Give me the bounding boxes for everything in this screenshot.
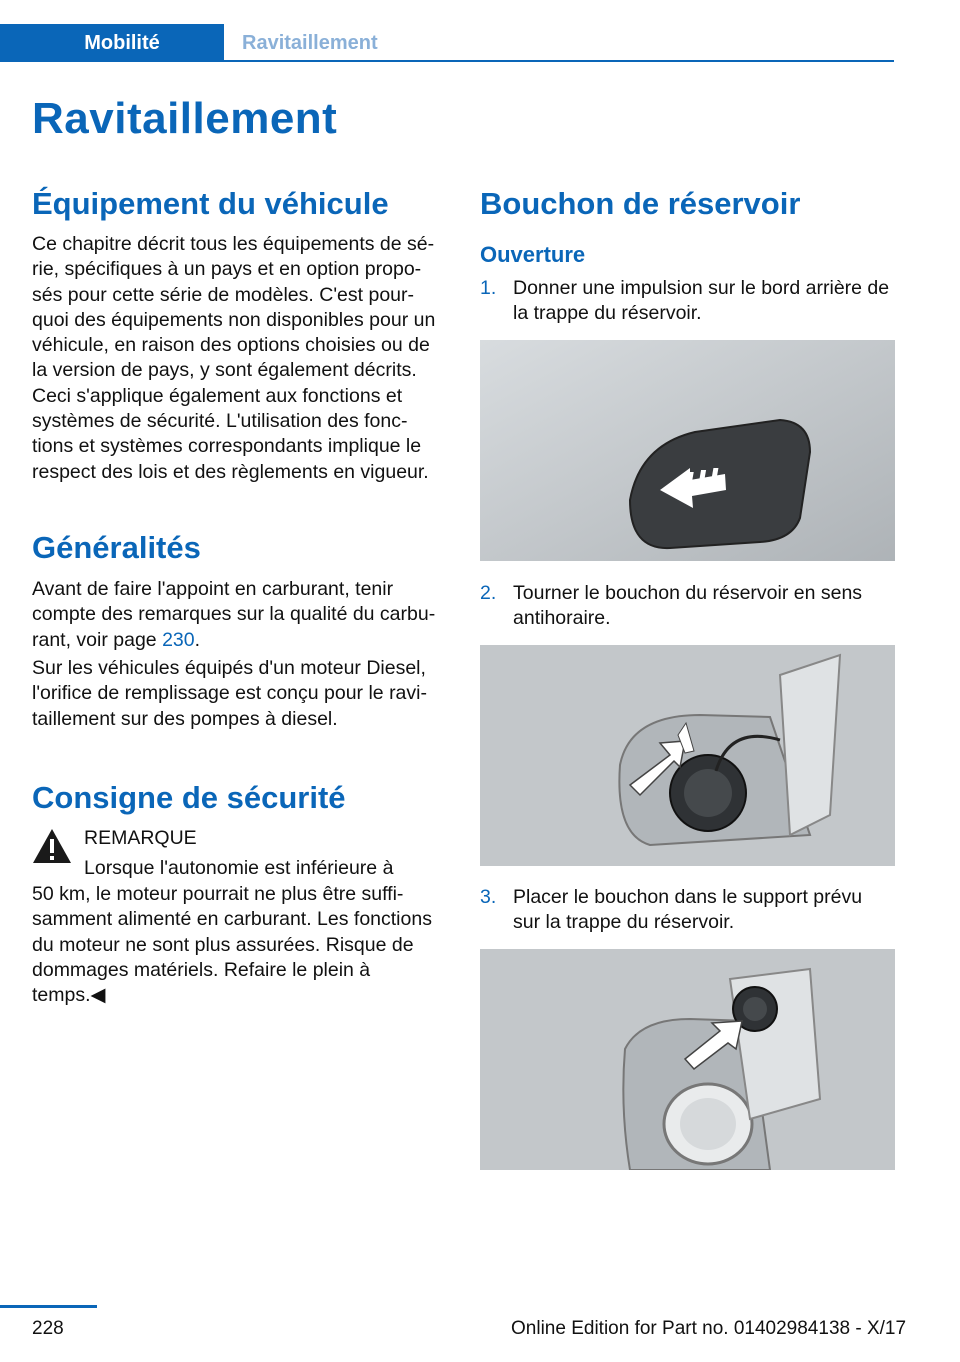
warning-line: 50 km, le moteur pourrait ne plus être suffi‐ [32,883,404,905]
step-text-line: Donner une impulsion sur le bord arrière de [513,277,890,299]
heading-bouchon-reservoir: Bouchon de réservoir [480,186,801,221]
warning-paragraph [32,882,452,1008]
fuel-flap-push-illustration [480,340,895,561]
general-line [32,628,452,653]
warning-line: du moteur ne sont plus assurées. Risque de [32,933,414,956]
warning-label: REMARQUE [84,827,197,849]
page-reference-link[interactable]: 230 [162,628,195,651]
equip-line: la version de pays, y sont également décrits. [32,359,417,382]
step-text-line: antihoraire. [513,607,611,630]
warning-triangle-icon [32,828,72,864]
fuel-cap-holder-drawing [480,949,895,1170]
step-text-line: Placer le bouchon dans le support prévu [513,886,863,908]
warning-line: dommages matériels. Refaire le plein à [32,958,371,981]
fuel-cap-turn-illustration [480,645,895,866]
general-line: compte des remarques sur la qualité du carbu‐ [32,603,436,626]
page-title: Ravitaillement [32,94,338,143]
warning-line: temps.◀ [32,984,106,1007]
heading-consigne-securite: Consigne de sécurité [32,780,346,815]
heading-ouverture: Ouverture [480,242,586,267]
step-text [513,581,898,632]
equip-line: tions et systèmes correspondants implique le [32,435,422,458]
step-number: 1. [480,277,497,299]
header-divider [0,60,894,62]
general-line-end: . [194,628,201,651]
tab-ravitaillement[interactable] [242,24,378,62]
step-item [480,885,898,937]
fuel-cap-holder-illustration [480,949,895,1170]
equip-line: Ce chapitre décrit tous les équipements de sé‐ [32,233,435,255]
fuel-flap-drawing [480,340,895,561]
general-line-text: rant, voir page [32,628,163,651]
equip-line: Ceci s'applique également aux fonctions et [32,384,403,407]
equip-line: sés pour cette série de modèles. C'est pour‐ [32,283,414,306]
step-text [513,885,898,936]
diesel-line: taillement sur des pompes à diesel. [32,707,338,730]
diesel-line: Sur les véhicules équipés d'un moteur Diesel, [32,657,426,679]
diesel-paragraph [32,656,452,732]
equip-line: respect des lois et des règlements en vigueur. [32,460,429,483]
footer-divider [0,1305,97,1308]
step-number: 2. [480,582,497,604]
tab-ravitaillement-label: Ravitaillement [242,31,378,54]
warning-line: samment alimenté en carburant. Les fonctions [32,908,432,931]
general-line: Avant de faire l'appoint en carburant, tenir [32,578,394,600]
equip-line: rie, spécifiques à un pays et en option propo‐ [32,258,422,281]
diesel-line: l'orifice de remplissage est conçu pour le ravi‐ [32,682,427,705]
step-number: 3. [480,886,497,908]
step-text-line: Tourner le bouchon du réservoir en sens [513,582,863,604]
fuel-cap-turn-drawing [480,645,895,866]
heading-equipement: Équipement du véhicule [32,186,389,221]
tab-mobilite-label: Mobilité [84,31,160,54]
heading-generalites: Généralités [32,530,201,565]
generalites-paragraph [32,577,452,653]
page-number: 228 [32,1318,64,1339]
warning-first-line: Lorsque l'autonomie est inférieure à [84,857,394,879]
equip-line: systèmes de sécurité. L'utilisation des fonc‐ [32,410,408,433]
step-item [480,276,898,328]
step-text-line: la trappe du réservoir. [513,302,702,325]
equip-line: véhicule, en raison des options choisies ou de [32,334,430,357]
edition-info: Online Edition for Part no. 01402984138 - X/17 [511,1318,907,1339]
equipement-paragraph [32,232,452,485]
step-text-line: sur la trappe du réservoir. [513,911,735,934]
equip-line: quoi des équipements non disponibles pour un [32,308,436,331]
step-text [513,276,898,327]
tab-mobilite[interactable] [0,24,224,62]
step-item [480,581,898,633]
